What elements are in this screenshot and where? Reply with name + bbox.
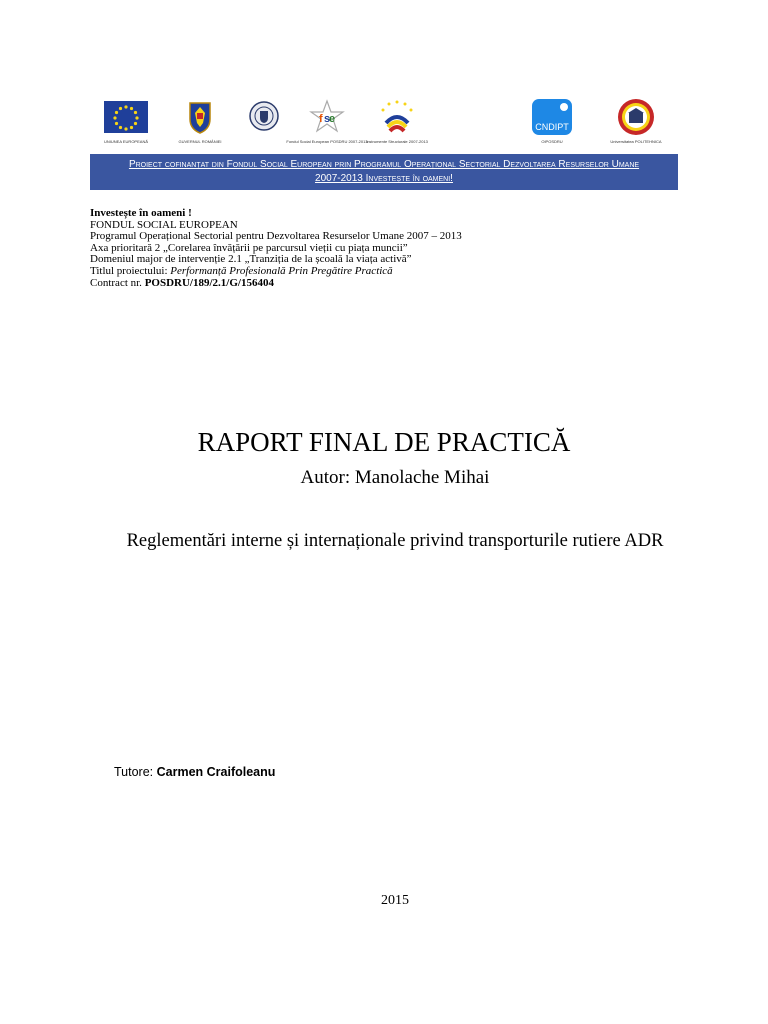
info-program: Programul Operațional Sectorial pentru Dezvoltarea Resurselor Umane 2007 – 2013 [90,230,462,243]
ministry-seal-logo [234,95,294,155]
banner-line-2: 2007-2013 Investește în oameni! [315,173,453,184]
report-author: Autor: Manolache Mihai [300,467,490,488]
romania-coat-of-arms-logo [170,95,230,155]
structural-instruments-logo [367,95,427,155]
banner-line-1: Proiect cofinanțat din Fondul Social European prin Programul Operațional Sectorial Dezvoltarea Resurselor Umane [128,159,640,170]
tutor-label: Tutore: [114,765,157,779]
svg-text:e: e [329,113,336,125]
info-contract-label: Contract nr. [90,276,145,289]
fse-caption: Fondul Social European POSDRU 2007-2013 [286,139,368,144]
tutor-name: Carmen Craifoleanu [156,765,276,779]
info-project-title-label: Titlul proiectului: [90,264,171,277]
report-title: RAPORT FINAL DE PRACTICĂ [197,427,571,457]
info-priority-axis: Axa prioritară 2 „Corelarea învățării pe parcursul vieții cu piața muncii” [90,241,408,254]
fse-star-logo [286,95,368,155]
project-info-block [90,208,462,289]
university-logo [606,95,666,155]
cndipt-label: CNDIPT [535,122,569,132]
logo-strip [90,95,680,155]
info-contract-number: POSDRU/189/2.1/G/156404 [144,276,274,289]
report-subject: Reglementări interne și internaționale privind transporturile rutiere ADR [126,531,664,551]
report-year: 2015 [381,893,409,908]
cofinancing-banner [90,154,678,190]
eu-caption: UNIUNEA EUROPEANĂ [103,139,148,144]
info-fund: FONDUL SOCIAL EUROPEAN [90,218,238,231]
svg-text:s: s [324,113,331,125]
university-caption: Universitatea POLITEHNICA [610,139,662,144]
info-project-title: Performanță Profesională Prin Pregătire Practică [170,264,393,277]
cndipt-logo [522,95,582,155]
is-caption: Instrumente Structurale 2007-2013 [366,139,428,144]
gov-caption: GUVERNUL ROMÂNIEI [178,139,222,144]
cndipt-caption: OIPOSDRU [541,139,563,144]
svg-text:f: f [319,113,323,125]
tutor-line [114,765,275,779]
eu-flag-logo [96,95,156,155]
info-motto: Investește în oameni ! [90,207,192,219]
info-intervention-domain: Domeniul major de intervenție 2.1 „Tranziția de la școală la viața activă” [90,253,412,266]
